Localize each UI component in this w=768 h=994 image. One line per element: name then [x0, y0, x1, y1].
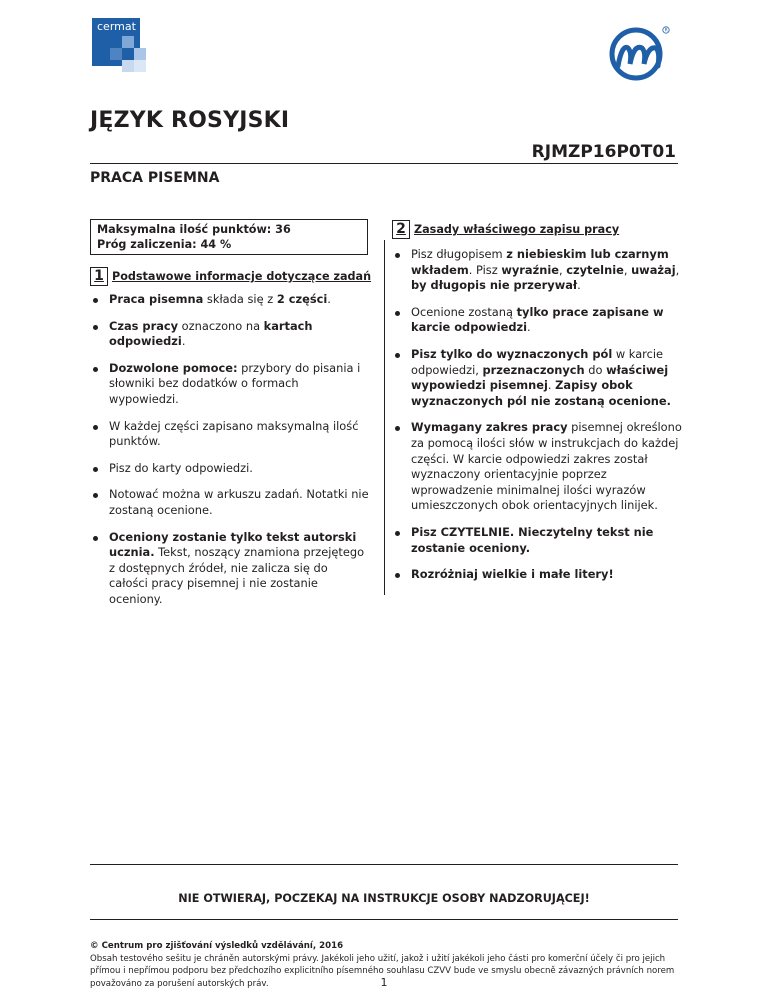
section2-item-text: ,: [558, 262, 567, 277]
section1-list: [90, 292, 370, 619]
section1-item-text: .: [181, 334, 186, 349]
section2-item-text: do: [584, 362, 607, 377]
cermat-logo-text: cermat: [97, 20, 136, 33]
section2-item-text: ,: [675, 262, 680, 277]
section1-item-text: Czas pracy: [109, 318, 179, 333]
pass-threshold: Próg zaliczenia: 44 %: [97, 238, 232, 251]
notice-divider-bottom: [90, 919, 678, 920]
section1-item-text: W każdej części zapisano maksymalną ilość punktów.: [109, 418, 359, 449]
section2-item-text: właściwej wypowiedzi pisemnej: [411, 362, 669, 393]
exam-subtitle: PRACA PISEMNA: [90, 170, 220, 186]
section1-item-text: składa się z: [203, 292, 277, 306]
section2-item-text: . Pisz: [468, 262, 502, 277]
section1-item: [90, 419, 370, 450]
section2-item-text: z niebieskim lub czarnym wkładem: [411, 247, 669, 277]
section2-item: [392, 567, 682, 583]
column-divider: [384, 240, 385, 595]
section2-item-text: .: [547, 378, 556, 393]
section2-item: [392, 247, 682, 294]
exam-code: RJMZP16P0T01: [531, 142, 676, 162]
section2-item-text: .: [577, 278, 581, 293]
do-not-open-notice: NIE OTWIERAJ, POCZEKAJ NA INSTRUKCJE OSOBY NADZORUJĄCEJ!: [178, 892, 590, 905]
section2-item: [392, 305, 682, 336]
section1-item: [90, 361, 370, 408]
header-divider: [90, 163, 678, 164]
section2-item-text: .: [527, 320, 531, 335]
section2-item-text: pisemnej określono za pomocą ilości słów w instrukcjach do każdej części. W karcie odpowiedzi zakres został wyznaczony orientacyjnie poprzez wprowadzenie minimalnej ilości wyrazów umieszczonych obok orientacyjnych linijek.: [411, 420, 682, 513]
section1-title: Podstawowe informacje dotyczące zadań: [112, 270, 372, 283]
section1-heading: [90, 267, 371, 286]
section2-list: [392, 247, 682, 594]
section2-item-text: ,: [623, 262, 632, 277]
section2-item: [392, 420, 682, 514]
section1-item: [90, 292, 370, 308]
m-brand-logo: [604, 22, 684, 82]
section1-item-text: oznaczono na: [178, 318, 264, 333]
section1-item: [90, 461, 370, 477]
max-points: Maksymalna ilość punktów: 36: [97, 223, 291, 236]
section1-item-text: Dozwolone pomoce:: [109, 360, 238, 375]
section2-item-text: Pisz tylko do wyznaczonych pól: [411, 346, 613, 361]
section1-item-text: Tekst, noszący znamiona przejętego z dostępnych źródeł, nie zalicza się do całości pracy pisemnej i nie zostanie oceniony.: [109, 545, 365, 606]
copyright-text: Obsah testového sešitu je chráněn autorskými právy. Jakékoli jeho užití, jakož i užití jakékoli jeho části pro komerční účely či pro jejich přímou i nepřímou podporu bez předchozího explicitního písemného souhlasu CZVV bude ve smyslu obecně závazných právních norem považováno za porušení autorských práv.: [90, 953, 675, 989]
section1-item-text: Pisz do karty odpowiedzi.: [109, 460, 253, 475]
section1-item-text: Praca pisemna: [109, 292, 204, 306]
section2-item-text: Zapisy obok wyznaczonych pól nie zostaną ocenione.: [411, 378, 671, 408]
section1-item-text: Oceniony zostanie tylko tekst autorski ucznia.: [109, 529, 357, 560]
section1-item-text: 2 części: [276, 292, 328, 306]
section2-item-text: Wymagany zakres pracy: [411, 420, 568, 435]
section2-item-text: by długopis nie przerywał: [411, 278, 578, 293]
section2-item-text: czytelnie: [566, 262, 624, 277]
section1-item-text: Notować można w arkuszu zadań. Notatki nie zostaną ocenione.: [109, 487, 369, 517]
page-number: 1: [380, 976, 388, 989]
svg-text:R: R: [664, 28, 668, 34]
section2-item-text: tylko prace zapisane w karcie odpowiedzi: [411, 304, 664, 335]
section2-item-text: w karcie odpowiedzi,: [411, 346, 664, 377]
exam-title: JĘZYK ROSYJSKI: [90, 108, 290, 133]
section2-item-text: Pisz długopisem: [411, 247, 507, 261]
section1-item-text: .: [327, 292, 331, 306]
section1-item: [90, 530, 370, 608]
section2-item-text: wyraźnie: [501, 262, 559, 277]
section2-item-text: Pisz CZYTELNIE. Nieczytelny tekst nie zostanie oceniony.: [411, 524, 654, 555]
notice-divider-top: [90, 864, 678, 865]
cermat-logo: [92, 18, 152, 78]
section1-item-text: kartach odpowiedzi: [109, 318, 313, 349]
section2-number: 2: [392, 220, 410, 239]
section1-item: [90, 319, 370, 350]
section2-item-text: przeznaczonych: [482, 362, 585, 377]
section2-item-text: uważaj: [631, 262, 676, 277]
section2-title: Zasady właściwego zapisu pracy: [414, 223, 620, 236]
section2-item: [392, 525, 682, 556]
section2-item-text: Ocenione zostaną: [411, 304, 517, 319]
section2-item-text: Rozróżniaj wielkie i małe litery!: [411, 567, 614, 582]
section1-number: 1: [90, 267, 108, 286]
section1-item: [90, 487, 370, 518]
points-box: [90, 219, 368, 255]
section2-heading: [392, 220, 619, 239]
section2-item: [392, 347, 682, 409]
section1-item-text: przybory do pisania i słowniki bez dodatków o formach wypowiedzi.: [109, 360, 361, 406]
copyright-holder: © Centrum pro zjišťování výsledků vzdělávání, 2016: [90, 941, 344, 951]
